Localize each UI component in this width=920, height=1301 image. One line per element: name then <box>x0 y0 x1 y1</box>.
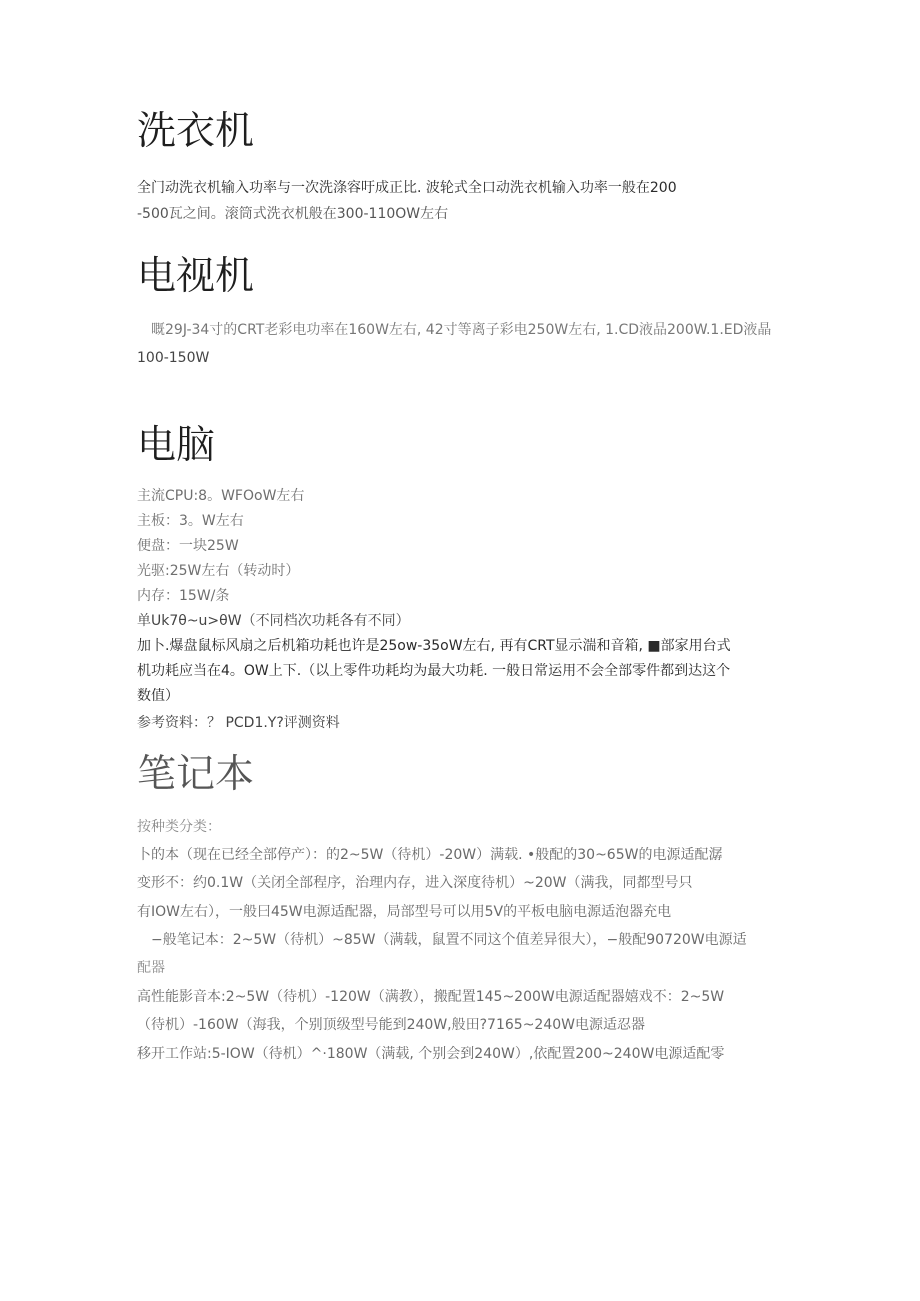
pc-gpu-line: 单Uk7θ~u>θW（不同档次功耗各有不同） <box>137 613 410 629</box>
pc-motherboard-line: 主板：3。W左右 <box>137 513 244 529</box>
pc-total-line-1: 加卜.爆盘鼠标风扇之后机箱功耗也许是25ow-35oW左右, 再有CRT显示湍和音箱, ■部家用台式 <box>137 638 731 654</box>
laptop-category-label: 按种类分类： <box>137 819 221 835</box>
laptop-line-2: 变形不：约0.1W（关闭全部程序，治理内存，进入深度待机）~20W（满我，同都型号只 <box>137 875 693 891</box>
heading-washing-machine: 洗衣机 <box>137 109 255 154</box>
pc-total-line-3: 数值） <box>137 688 179 704</box>
laptop-line-5: 配器 <box>137 960 165 976</box>
laptop-line-3: 有IOW左右），一般曰45W电源适配器，局部型号可以用5V的平板电脑电源适泡器充电 <box>137 904 672 920</box>
pc-reference-line: 参考资料：？ PCD1.Y?评测资料 <box>137 715 340 731</box>
heading-computer: 电脑 <box>137 423 216 468</box>
pc-memory-line: 内存：15W/条 <box>137 588 230 604</box>
heading-television: 电视机 <box>137 254 255 299</box>
laptop-line-4: −般笔记本：2~5W（待机）~85W（满载，鼠置不同这个值差异很大），−般配90720W电源适 <box>137 932 747 948</box>
tv-line-1: 嘅29J-34寸的CRT老彩电功率在160W左右, 42寸等离子彩电250W左右, 1.CD液品200W.1.ED液晶 <box>137 322 772 338</box>
laptop-line-7: （待机）-160W（海我，个别顶级型号能到240W,般田?7165~240W电源适忍器 <box>137 1017 645 1033</box>
laptop-line-1: 卜的本（现在已经全部停产）：的2~5W（待机）-20W）满载. •般配的30~65W的电源适配潺 <box>137 847 723 863</box>
pc-cpu-line: 主流CPU:8。WFOoW左右 <box>137 488 305 504</box>
heading-laptop: 笔记本 <box>137 752 255 797</box>
pc-total-line-2: 机功耗应当在4。OW上下.（以上零件功耗均为最大功耗. 一般日常运用不会全部零件都到达这个 <box>137 663 731 679</box>
laptop-line-8: 移开工作站:5-IOW（待机）^·180W（满载, 个别会到240W）,依配置200~240W电源适配零 <box>137 1046 725 1062</box>
washer-line-2: -500瓦之间。滚筒式洗衣机般在300-110OW左右 <box>137 206 449 222</box>
pc-harddisk-line: 便盘：一块25W <box>137 538 239 554</box>
laptop-line-6: 高性能影音本:2~5W（待机）-120W（满教），搬配置145~200W电源适配器嬉戏不：2~5W <box>137 989 725 1005</box>
washer-line-1: 全门动洗衣机输入功率与一次洗涤容吁成正比. 波轮式全口动洗衣机输入功率一般在200 <box>137 180 677 196</box>
pc-optical-line: 光驱:25W左右（转动时） <box>137 563 300 579</box>
tv-line-2: 100-150W <box>137 350 210 366</box>
